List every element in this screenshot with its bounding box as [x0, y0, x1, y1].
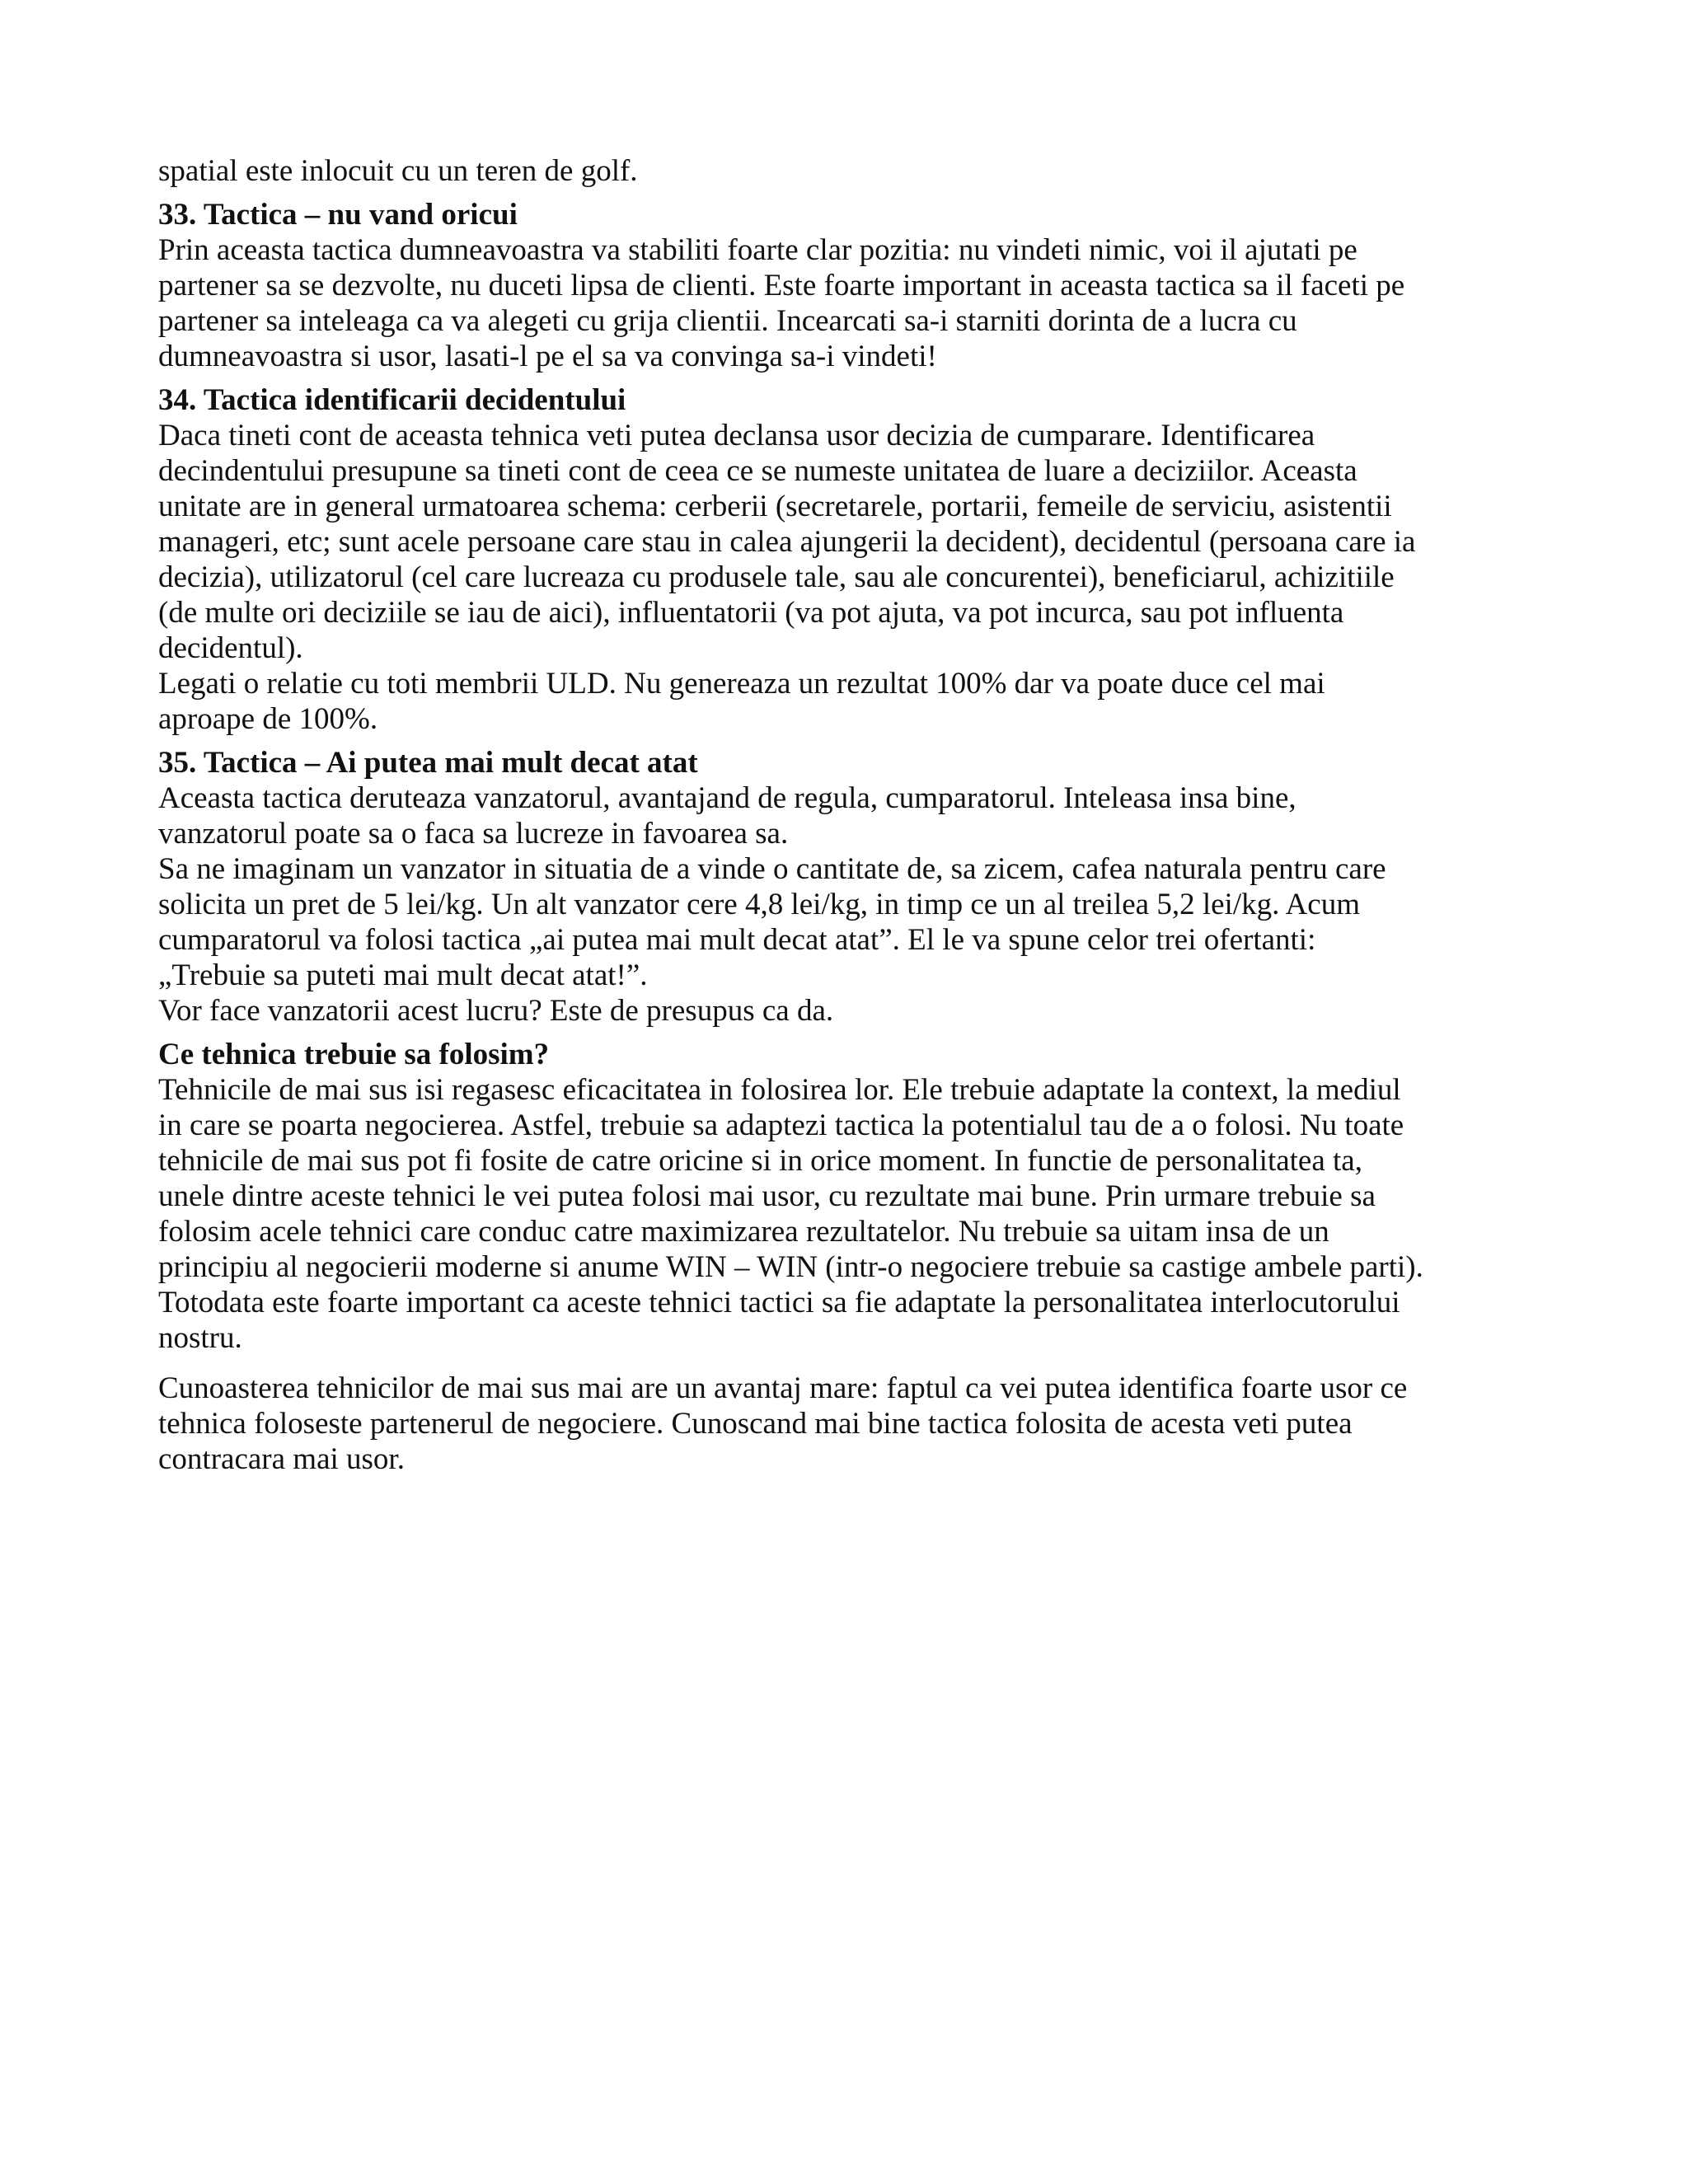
section-34-heading: 34. Tactica identificarii decidentului — [158, 383, 626, 417]
paragraph-line: decizia), utilizatorul (cel care lucreaza cu produsele tale, sau ale concurentei), beneficiarul, achizitiile — [158, 560, 1395, 594]
paragraph-line: partener sa inteleaga ca va alegeti cu grija clientii. Incearcati sa-i starniti dorinta de a lucra cu — [158, 304, 1297, 338]
paragraph-line: solicita un pret de 5 lei/kg. Un alt vanzator cere 4,8 lei/kg, in timp ce un al treilea 5,2 lei/kg. Acum — [158, 888, 1360, 921]
paragraph-line: nostru. — [158, 1321, 242, 1355]
section-33 — [158, 197, 1551, 374]
document-body — [158, 153, 1551, 1477]
paragraph-line: Sa ne imaginam un vanzator in situatia de a vinde o cantitate de, sa zicem, cafea naturala pentru care — [158, 852, 1386, 886]
paragraph-line: Vor face vanzatorii acest lucru? Este de presupus ca da. — [158, 994, 834, 1028]
paragraph-line: cumparatorul va folosi tactica „ai putea mai mult decat atat”. El le va spune celor trei ofertanti: — [158, 923, 1316, 957]
paragraph-line: Cunoasterea tehnicilor de mai sus mai are un avantaj mare: faptul ca vei putea identifica foarte usor ce — [158, 1371, 1408, 1405]
paragraph-line: Aceasta tactica deruteaza vanzatorul, avantajand de regula, cumparatorul. Inteleasa insa bine, — [158, 781, 1296, 815]
section-33-heading: 33. Tactica – nu vand oricui — [158, 198, 518, 232]
section-34 — [158, 382, 1551, 737]
paragraph-line: manageri, etc; sunt acele persoane care stau in calea ajungerii la decident), decidentul (persoana care ia — [158, 525, 1416, 559]
paragraph-line: decindentului presupune sa tineti cont de ceea ce se numeste unitatea de luare a deciziilor. Aceasta — [158, 454, 1357, 488]
paragraph-line: (de multe ori deciziile se iau de aici), influentatorii (va pot ajuta, va pot incurca, sau pot influenta — [158, 596, 1344, 630]
section-35 — [158, 745, 1551, 1029]
paragraph-line: Totodata este foarte important ca aceste tehnici tactici sa fie adaptate la personalitatea interlocutorului — [158, 1286, 1400, 1319]
paragraph-line: in care se poarta negocierea. Astfel, trebuie sa adaptezi tactica la potentialul tau de a o folosi. Nu toate — [158, 1108, 1404, 1142]
paragraph-line: Daca tineti cont de aceasta tehnica veti putea declansa usor decizia de cumparare. Identificarea — [158, 419, 1315, 452]
paragraph-line: partener sa se dezvolte, nu duceti lipsa de clienti. Este foarte important in aceasta tactica sa il faceti pe — [158, 269, 1405, 302]
paragraph-line: Tehnicile de mai sus isi regasesc eficacitatea in folosirea lor. Ele trebuie adaptate la context, la mediul — [158, 1073, 1401, 1107]
section-technique-choice — [158, 1037, 1551, 1356]
intro-line: spatial este inlocuit cu un teren de golf. — [158, 154, 638, 188]
paragraph-line: contracara mai usor. — [158, 1442, 405, 1476]
closing-paragraph — [158, 1371, 1551, 1477]
paragraph-line: Legati o relatie cu toti membrii ULD. Nu genereaza un rezultat 100% dar va poate duce cel mai — [158, 667, 1325, 701]
paragraph-line: „Trebuie sa puteti mai mult decat atat!”. — [158, 958, 648, 992]
paragraph-line: folosim acele tehnici care conduc catre maximizarea rezultatelor. Nu trebuie sa uitam insa de un — [158, 1215, 1329, 1249]
section-35-heading: 35. Tactica – Ai putea mai mult decat atat — [158, 746, 698, 780]
paragraph-line: tehnicile de mai sus pot fi fosite de catre oricine si in orice moment. In functie de personalitatea ta, — [158, 1144, 1362, 1178]
paragraph-line: dumneavoastra si usor, lasati-l pe el sa va convinga sa-i vindeti! — [158, 340, 937, 373]
paragraph-line: unele dintre aceste tehnici le vei putea folosi mai usor, cu rezultate mai bune. Prin urmare trebuie sa — [158, 1179, 1376, 1213]
paragraph-line: principiu al negocierii moderne si anume WIN – WIN (intr-o negociere trebuie sa castige ambele parti). — [158, 1250, 1423, 1284]
paragraph-line: aproape de 100%. — [158, 702, 378, 736]
paragraph-line: tehnica foloseste partenerul de negociere. Cunoscand mai bine tactica folosita de acesta veti putea — [158, 1407, 1353, 1441]
paragraph-line: vanzatorul poate sa o faca sa lucreze in favoarea sa. — [158, 817, 789, 851]
paragraph-line: decidentul). — [158, 631, 303, 665]
section-technique-heading: Ce tehnica trebuie sa folosim? — [158, 1038, 550, 1071]
paragraph-line: Prin aceasta tactica dumneavoastra va stabiliti foarte clar pozitia: nu vindeti nimic, voi il ajutati pe — [158, 233, 1357, 267]
paragraph-line: unitate are in general urmatoarea schema: cerberii (secretarele, portarii, femeile de serviciu, asistentii — [158, 490, 1392, 523]
